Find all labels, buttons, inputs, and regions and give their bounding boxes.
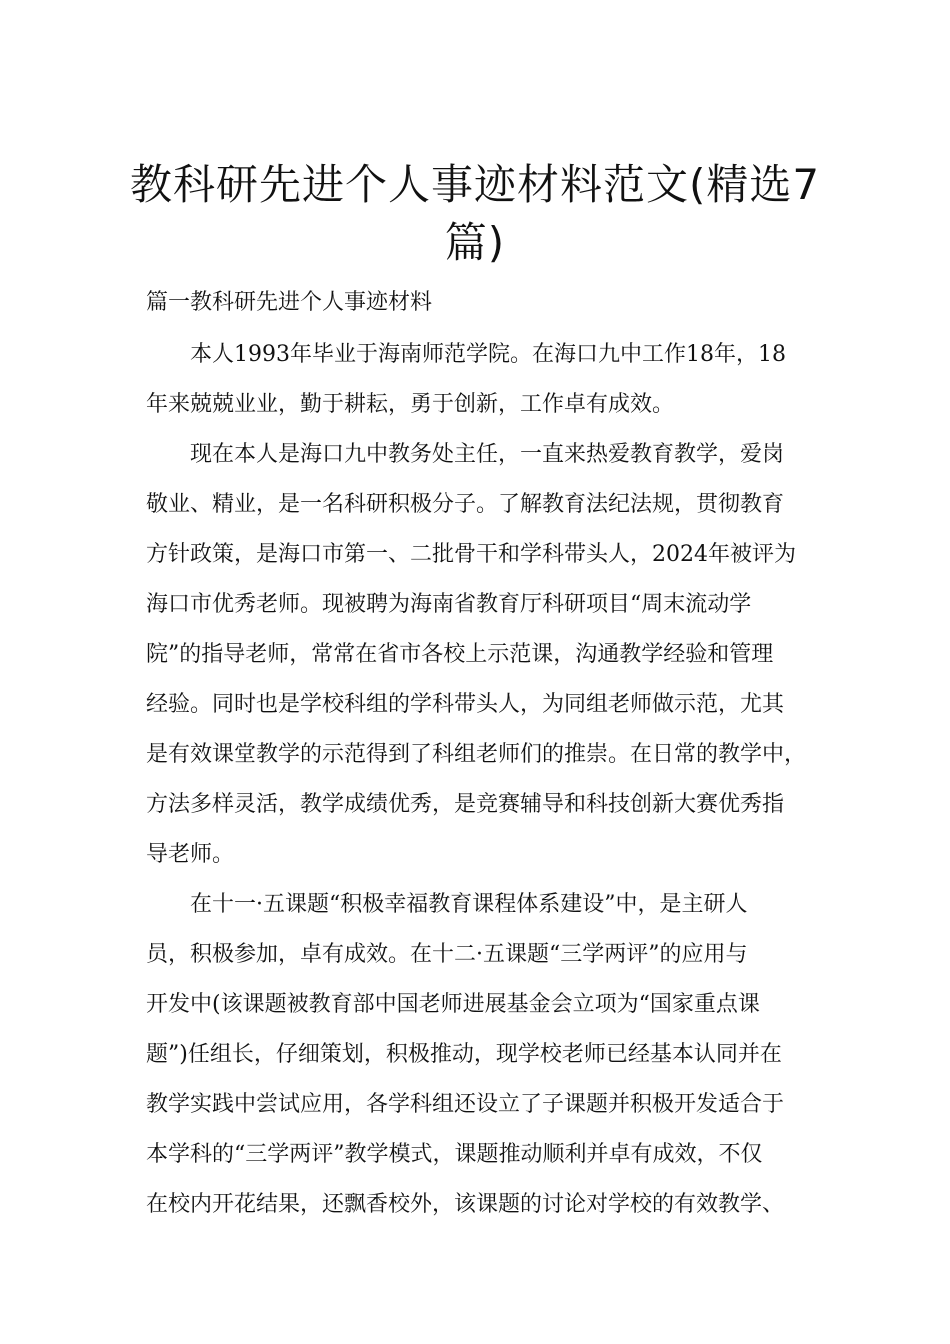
paragraph	[146, 880, 836, 1230]
paragraph-line: 海口市优秀老师。现被聘为海南省教育厅科研项目“周末流动学	[146, 592, 752, 617]
document-title	[110, 156, 840, 272]
paragraph-line: 敬业、精业，是一名科研积极分子。了解教育法纪法规，贯彻教育	[146, 492, 785, 517]
paragraph	[146, 430, 836, 880]
document-body	[146, 330, 836, 1230]
title-line: 篇)	[444, 218, 506, 268]
section-heading: 篇一教科研先进个人事迹材料	[146, 290, 433, 315]
paragraph-line: 员，积极参加，卓有成效。在十二·五课题“三学两评”的应用与	[146, 942, 748, 967]
paragraph-line: 导老师。	[146, 842, 235, 867]
paragraph-line: 题”)任组长，仔细策划，积极推动，现学校老师已经基本认同并在	[146, 1042, 782, 1067]
paragraph-line: 本学科的“三学两评”教学模式，课题推动顺利并卓有成效，不仅	[146, 1142, 763, 1167]
paragraph-line: 院”的指导老师，常常在省市各校上示范课，沟通教学经验和管理	[146, 642, 774, 667]
paragraph-line: 方针政策，是海口市第一、二批骨干和学科带头人，2024年被评为	[146, 542, 796, 567]
paragraph-line: 年来兢兢业业，勤于耕耘，勇于创新，工作卓有成效。	[146, 392, 675, 417]
paragraph-line: 方法多样灵活，教学成绩优秀，是竞赛辅导和科技创新大赛优秀指	[146, 792, 785, 817]
paragraph-line: 本人1993年毕业于海南师范学院。在海口九中工作18年，18	[190, 342, 786, 367]
title-line: 教科研先进个人事迹材料范文(精选7	[129, 160, 821, 210]
paragraph	[146, 330, 836, 430]
paragraph-line: 教学实践中尝试应用，各学科组还设立了子课题并积极开发适合于	[146, 1092, 785, 1117]
paragraph-line: 在校内开花结果，还飘香校外，该课题的讨论对学校的有效教学、	[146, 1192, 785, 1217]
paragraph-line: 开发中(该课题被教育部中国老师进展基金会立项为“国家重点课	[146, 992, 760, 1017]
paragraph-line: 在十一·五课题“积极幸福教育课程体系建设”中，是主研人	[190, 892, 748, 917]
paragraph-line: 现在本人是海口九中教务处主任，一直来热爱教育教学，爱岗	[190, 442, 785, 467]
paragraph-line: 是有效课堂教学的示范得到了科组老师们的推崇。在日常的教学中，	[146, 742, 807, 767]
paragraph-line: 经验。同时也是学校科组的学科带头人，为同组老师做示范，尤其	[146, 692, 785, 717]
